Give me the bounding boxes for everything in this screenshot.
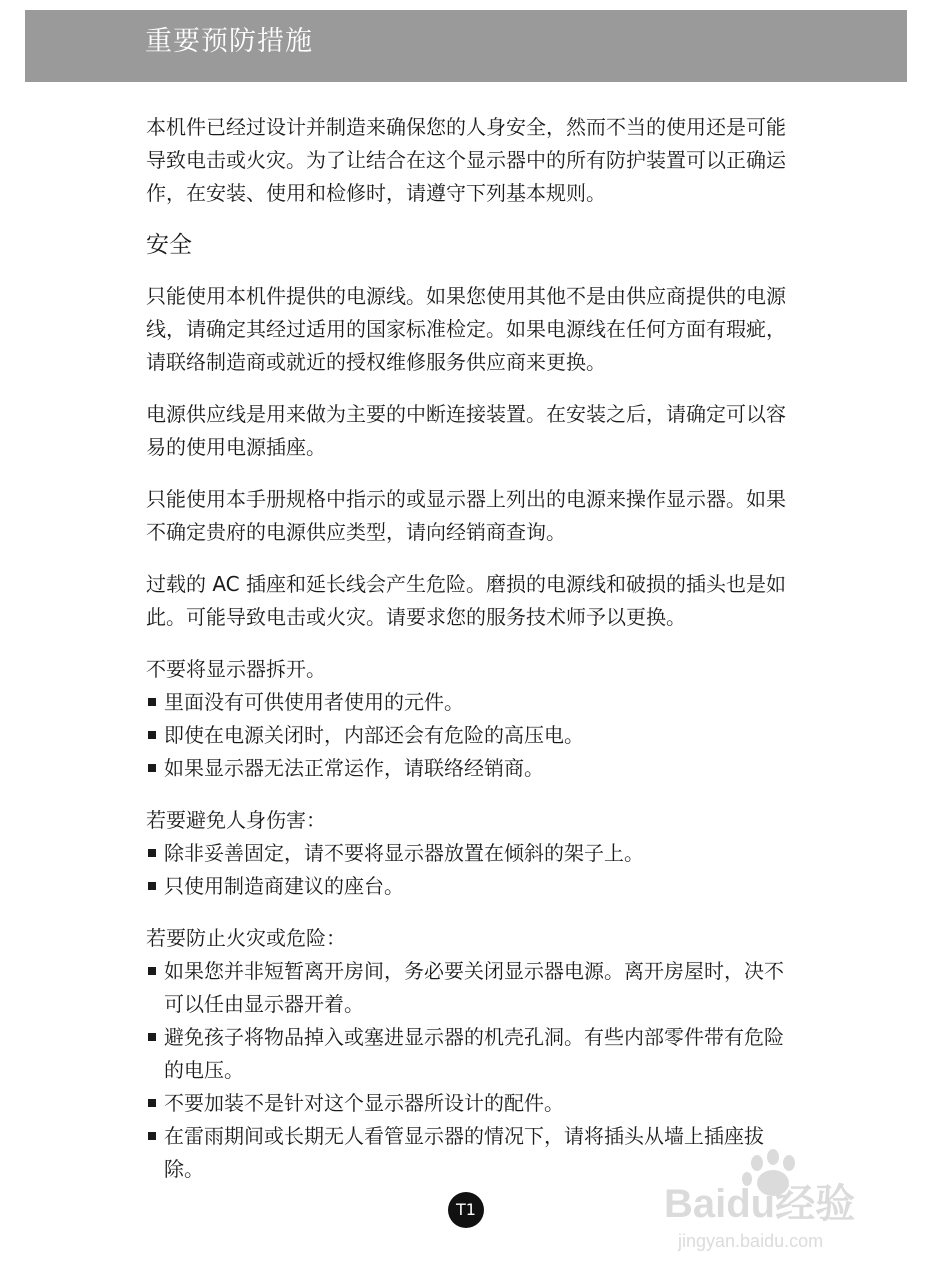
list-item-text: 不要加装不是针对这个显示器所设计的配件。 — [164, 1091, 564, 1115]
list-item-text: 即使在电源关闭时，内部还会有危险的高压电。 — [164, 723, 584, 747]
page-title: 重要预防措施 — [145, 26, 313, 57]
watermark-brand: Baidu经验 — [664, 1182, 856, 1226]
list-item-text: 除非妥善固定，请不要将显示器放置在倾斜的架子上。 — [164, 841, 644, 865]
bullet-list — [146, 686, 792, 785]
square-bullet-icon — [148, 764, 156, 772]
safety-paragraph: 过载的 AC 插座和延长线会产生危险。磨损的电源线和破损的插头也是如此。可能导致电击或火灾。请要求您的服务技术师予以更换。 — [146, 572, 787, 629]
list-item — [146, 1087, 792, 1120]
list-item-text: 里面没有可供使用者使用的元件。 — [164, 690, 464, 714]
group-title: 若要防止火灾或危险： — [146, 926, 346, 950]
square-bullet-icon — [148, 1132, 156, 1140]
document-body — [146, 111, 792, 1205]
list-item-text: 如果显示器无法正常运作，请联络经销商。 — [164, 756, 544, 780]
watermark-url: jingyan.baidu.com — [678, 1231, 824, 1251]
list-item — [146, 837, 792, 870]
safety-paragraph: 电源供应线是用来做为主要的中断连接装置。在安装之后，请确定可以容易的使用电源插座。 — [146, 402, 786, 459]
group-title: 不要将显示器拆开。 — [146, 657, 326, 681]
intro-paragraph: 本机件已经过设计并制造来确保您的人身安全，然而不当的使用还是可能导致电击或火灾。为了让结合在这个显示器中的所有防护装置可以正确运作，在安装、使用和检修时，请遵守下列基本规则。 — [146, 115, 786, 205]
group-title: 若要避免人身伤害： — [146, 808, 326, 832]
instruction-group-disassembly — [146, 653, 792, 785]
list-item — [146, 955, 792, 1021]
square-bullet-icon — [148, 882, 156, 890]
page-number-badge: T1 — [448, 1192, 484, 1228]
section-heading-safety: 安全 — [146, 232, 192, 258]
list-item — [146, 870, 792, 903]
list-item — [146, 686, 792, 719]
list-item-text: 如果您并非短暂离开房间，务必要关闭显示器电源。离开房屋时，决不可以任由显示器开着。 — [164, 959, 784, 1016]
square-bullet-icon — [148, 849, 156, 857]
safety-paragraph: 只能使用本手册规格中指示的或显示器上列出的电源来操作显示器。如果不确定贵府的电源供应类型，请向经销商查询。 — [146, 487, 786, 544]
square-bullet-icon — [148, 1033, 156, 1041]
list-item — [146, 752, 792, 785]
list-item-text: 在雷雨期间或长期无人看管显示器的情况下，请将插头从墙上插座拔除。 — [164, 1124, 764, 1181]
square-bullet-icon — [148, 731, 156, 739]
list-item-text: 避免孩子将物品掉入或塞进显示器的机壳孔洞。有些内部零件带有危险的电压。 — [164, 1025, 784, 1082]
bullet-list — [146, 837, 792, 903]
list-item-text: 只使用制造商建议的座台。 — [164, 874, 404, 898]
safety-paragraph: 只能使用本机件提供的电源线。如果您使用其他不是由供应商提供的电源线，请确定其经过适用的国家标准检定。如果电源线在任何方面有瑕疵，请联络制造商或就近的授权维修服务供应商来更换。 — [146, 284, 786, 374]
square-bullet-icon — [148, 967, 156, 975]
list-item — [146, 1021, 792, 1087]
square-bullet-icon — [148, 698, 156, 706]
list-item — [146, 719, 792, 752]
instruction-group-injury — [146, 804, 792, 903]
header-bar — [25, 10, 907, 82]
square-bullet-icon — [148, 1099, 156, 1107]
baidu-jingyan-watermark — [660, 1145, 890, 1255]
